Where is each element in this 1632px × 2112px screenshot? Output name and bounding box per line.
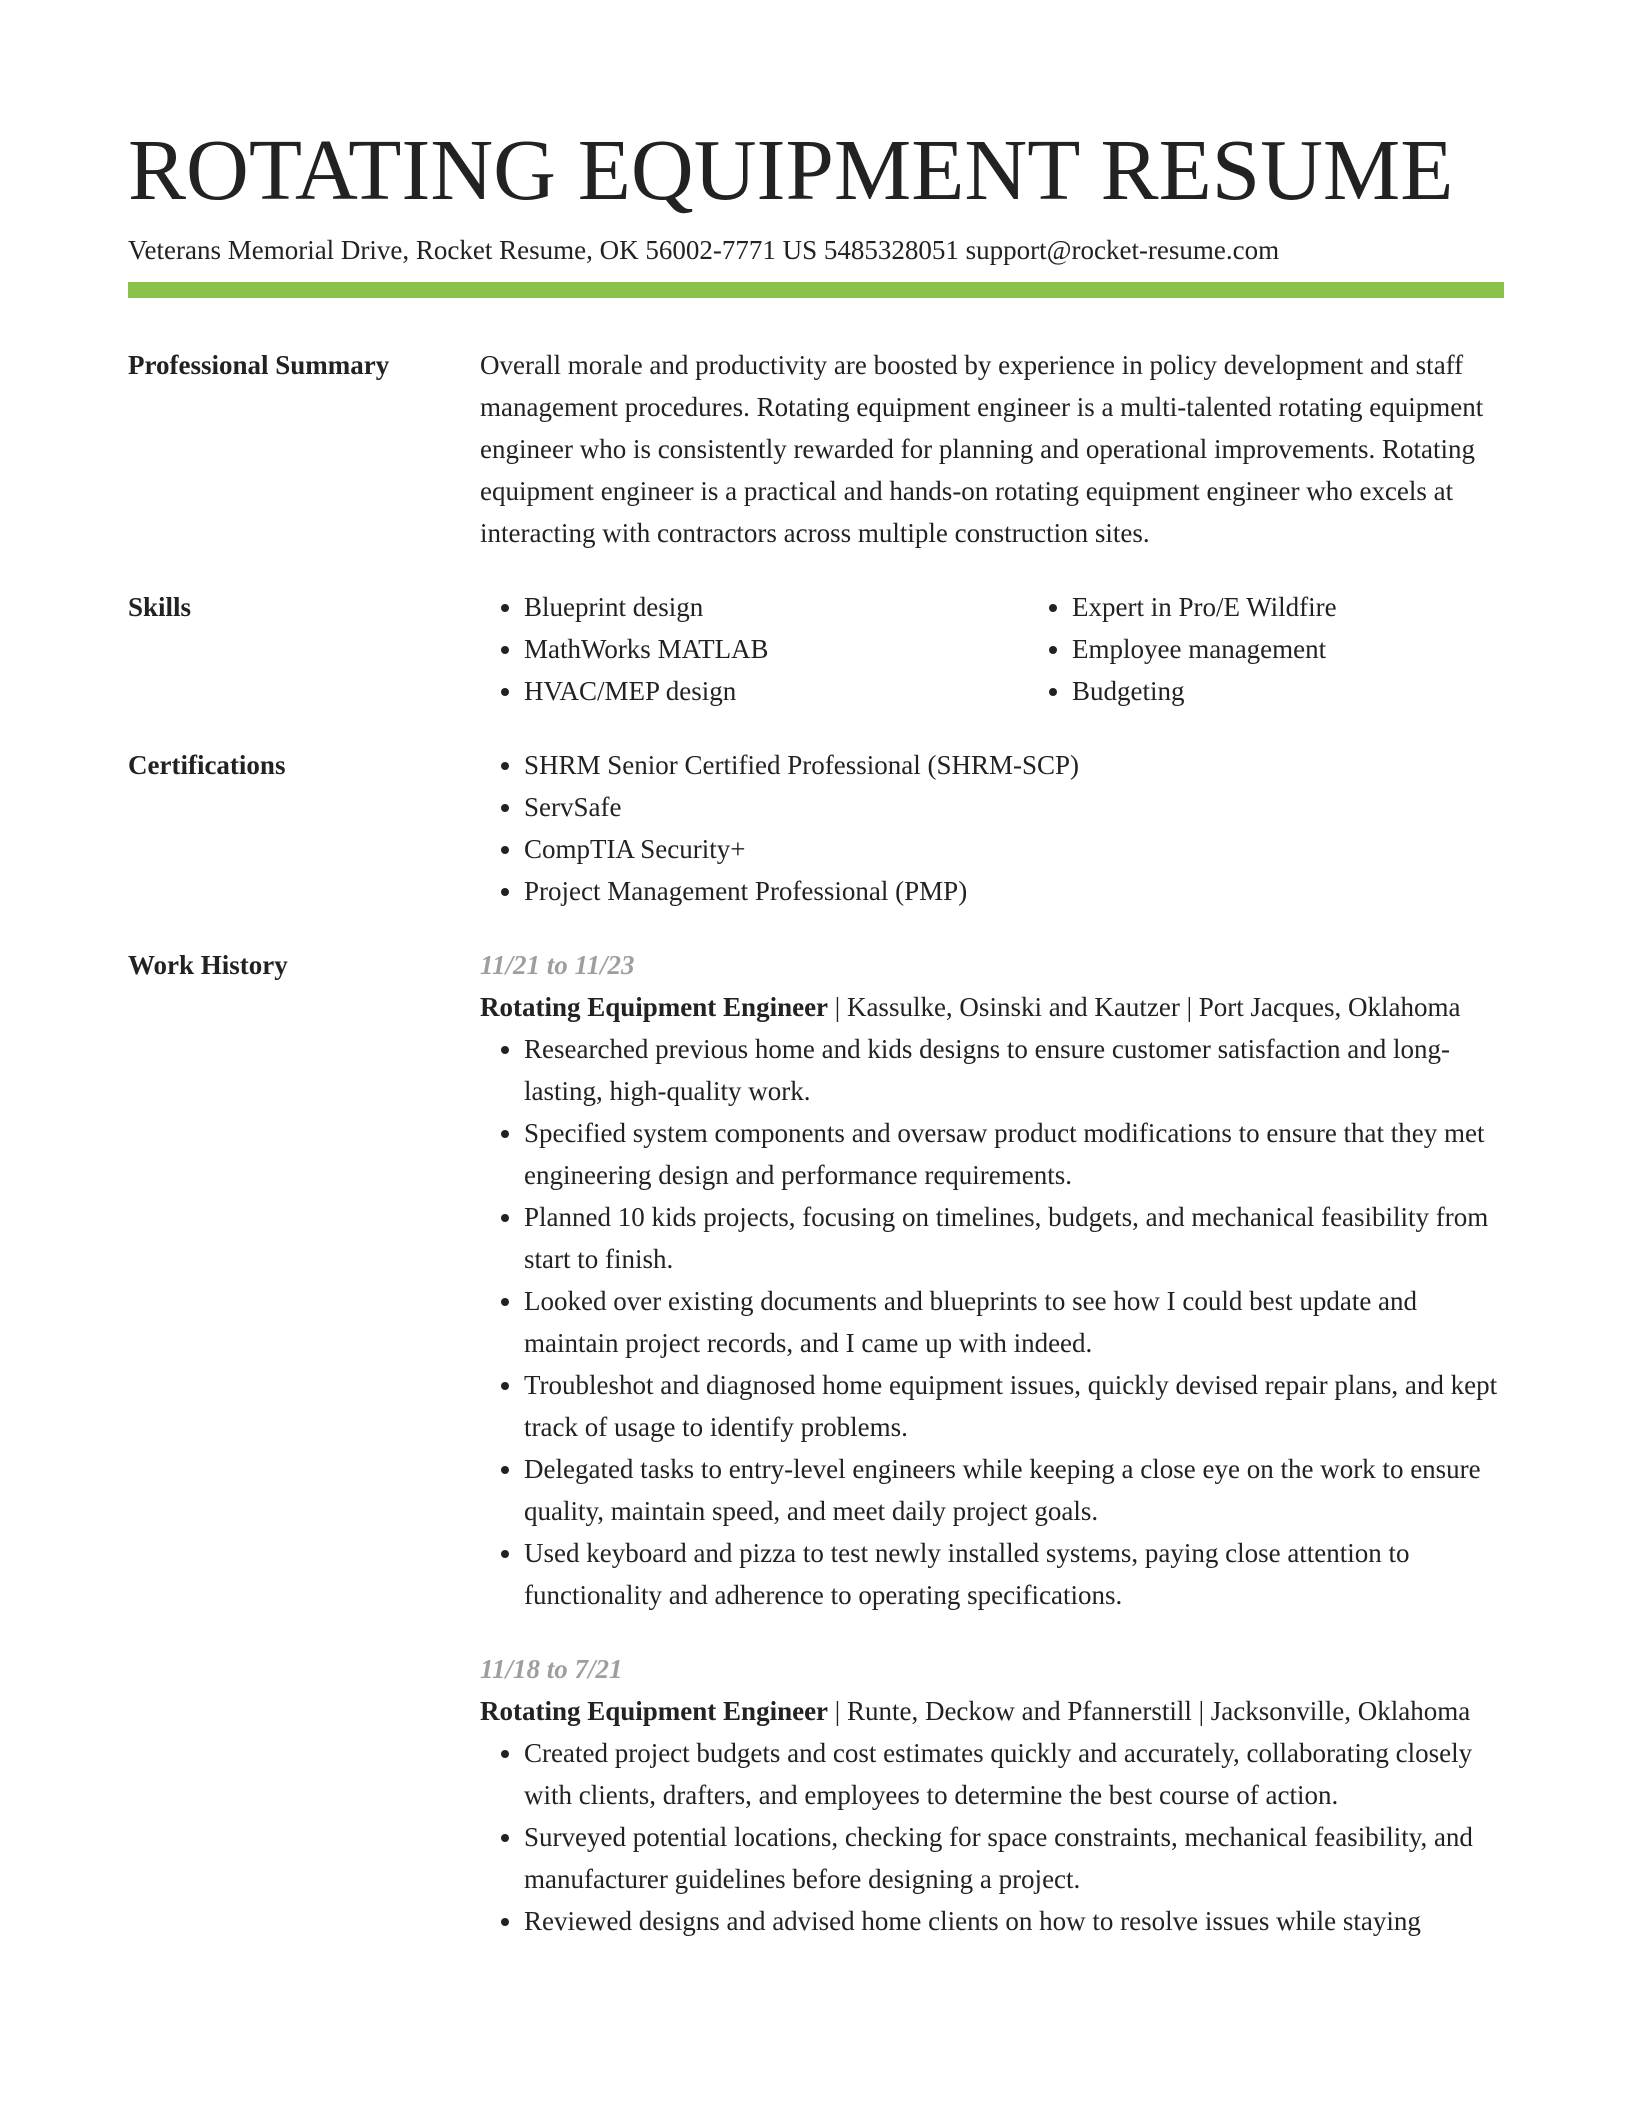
job-bullet: • Planned 10 kids projects, focusing on timelines, budgets, and mechanical feasibility from start to finish. — [524, 1196, 1504, 1280]
job-entry — [480, 1648, 1504, 1942]
job-entry — [480, 944, 1504, 1616]
certification-item: • CompTIA Security+ — [524, 828, 1504, 870]
job-bullet: • Researched previous home and kids designs to ensure customer satisfaction and long-lasting, high-quality work. — [524, 1028, 1504, 1112]
job-bullet: • Specified system components and oversaw product modifications to ensure that they met engineering design and performance requirements. — [524, 1112, 1504, 1196]
certification-item: • Project Management Professional (PMP) — [524, 870, 1504, 912]
skill-item: • Expert in Pro/E Wildfire — [1072, 586, 1576, 628]
job-title: Rotating Equipment Engineer — [480, 1696, 829, 1726]
job-bullet: • Used keyboard and pizza to test newly installed systems, paying close attention to functionality and adherence to operating specifications. — [524, 1532, 1504, 1616]
work-history-section — [128, 944, 1504, 1942]
job-header — [480, 1690, 1504, 1732]
job-dates: 11/18 to 7/21 — [480, 1654, 623, 1684]
job-details: | Runte, Deckow and Pfannerstill | Jacksonville, Oklahoma — [828, 1696, 1471, 1726]
skills-column-2 — [1028, 586, 1576, 712]
job-dates: 11/21 to 11/23 — [480, 950, 635, 980]
certification-item: • SHRM Senior Certified Professional (SHRM-SCP) — [524, 744, 1504, 786]
resume-title: ROTATING EQUIPMENT RESUME — [128, 121, 1454, 218]
work-history-heading: Work History — [128, 950, 288, 980]
skills-column-1 — [480, 586, 1028, 712]
job-details: | Kassulke, Osinski and Kautzer | Port Jacques, Oklahoma — [828, 992, 1461, 1022]
job-bullets — [480, 1028, 1504, 1616]
resume-page — [128, 118, 1504, 1942]
contact-line: Veterans Memorial Drive, Rocket Resume, OK 56002-7771 US 5485328051 support@rocket-resume.com — [128, 235, 1280, 265]
certifications-heading: Certifications — [128, 750, 286, 780]
job-bullet: • Looked over existing documents and blueprints to see how I could best update and maintain project records, and I came up with indeed. — [524, 1280, 1504, 1364]
skills-section — [128, 586, 1504, 712]
summary-section — [128, 344, 1504, 554]
skill-item: • HVAC/MEP design — [524, 670, 1028, 712]
accent-divider — [128, 282, 1504, 298]
certifications-section — [128, 744, 1504, 912]
skill-item: • Budgeting — [1072, 670, 1576, 712]
skill-item: • Employee management — [1072, 628, 1576, 670]
job-bullet: • Troubleshot and diagnosed home equipment issues, quickly devised repair plans, and kept track of usage to identify problems. — [524, 1364, 1504, 1448]
job-bullet: • Reviewed designs and advised home clients on how to resolve issues while staying — [524, 1900, 1504, 1942]
skill-item: • Blueprint design — [524, 586, 1028, 628]
job-bullet: • Delegated tasks to entry-level engineers while keeping a close eye on the work to ensure quality, maintain speed, and meet daily project goals. — [524, 1448, 1504, 1532]
summary-text: Overall morale and productivity are boosted by experience in policy development and staff management procedures. Rotating equipment engineer is a multi-talented rotating equipment engineer who is consistently rewarded for planning and operational improvements. Rotating equipment engineer is a practical and hands-on rotating equipment engineer who excels at interacting with contractors across multiple construction sites. — [480, 350, 1484, 548]
skills-heading: Skills — [128, 592, 192, 622]
job-bullets — [480, 1732, 1504, 1942]
job-title: Rotating Equipment Engineer — [480, 992, 829, 1022]
job-header — [480, 986, 1504, 1028]
job-bullet: • Created project budgets and cost estimates quickly and accurately, collaborating closely with clients, drafters, and employees to determine the best course of action. — [524, 1732, 1504, 1816]
certifications-list — [480, 744, 1504, 912]
skill-item: • MathWorks MATLAB — [524, 628, 1028, 670]
skills-grid — [480, 586, 1576, 712]
certification-item: • ServSafe — [524, 786, 1504, 828]
job-bullet: • Surveyed potential locations, checking for space constraints, mechanical feasibility, and manufacturer guidelines before designing a project. — [524, 1816, 1504, 1900]
summary-heading: Professional Summary — [128, 350, 390, 380]
